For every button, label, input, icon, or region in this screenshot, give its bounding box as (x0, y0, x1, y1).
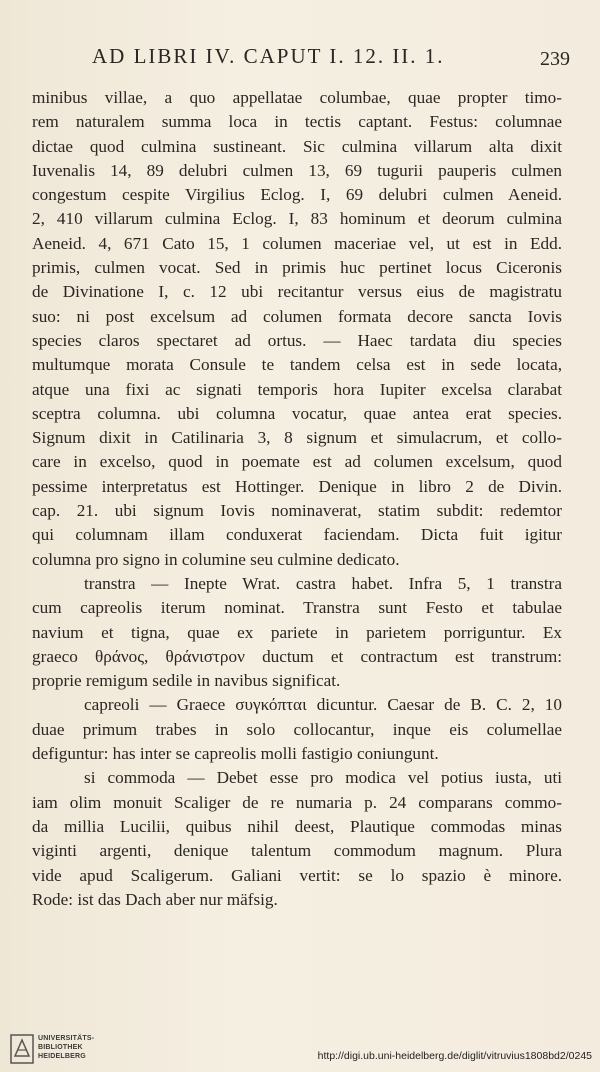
text-line: viginti argenti, denique talentum commodum magnum. Plura (32, 841, 562, 861)
page-footer (0, 1018, 600, 1072)
text-line: atque una fixi ac signati temporis hora Iupiter excelsa clarabat (32, 379, 562, 399)
text-line: dictae quod culmina sustineant. Sic culmina villarum alta dixit (32, 136, 562, 156)
text-line: Signum dixit in Catilinaria 3, 8 signum et simulacrum, et collo- (32, 428, 562, 448)
text-line: qui columnam illam conduxerat faciendam. Dicta fuit igitur (32, 525, 562, 545)
library-logo-text: UNIVERSITÄTS- BIBLIOTHEK HEIDELBERG (38, 1035, 95, 1060)
text-line: Iuvenalis 14, 89 delubri culmen 13, 69 tugurii pauperis culmen (32, 160, 562, 180)
text-line: de Divinatione I, c. 12 ubi recitantur versus eius de magistratu (32, 282, 562, 302)
text-line: transtra — Inepte Wrat. castra habet. Infra 5, 1 transtra (84, 573, 562, 593)
text-line: congestum cespite Virgilius Eclog. I, 69 delubri culmen Aeneid. (32, 185, 562, 205)
text-line: graeco θράνος, θράνιστρον ductum et contractum est transtrum: (32, 646, 562, 666)
text-line: care in excelso, quod in poemate est ad columen excelsum, quod (32, 452, 562, 472)
text-line: duae primum trabes in solo collocantur, inque eis columellae (32, 719, 562, 739)
text-line: species claros spectaret ad ortus. — Haec tardata diu species (32, 330, 562, 350)
text-line: 2, 410 villarum culmina Eclog. I, 83 hominum et deorum culmina (32, 209, 562, 229)
text-line: navium et tigna, quae ex pariete in parietem porriguntur. Ex (32, 622, 562, 642)
text-line: Aeneid. 4, 671 Cato 15, 1 columen maceriae vel, ut est in Edd. (32, 233, 562, 253)
text-line: suo: ni post excelsum ad columen formata decore sancta Iovis (32, 306, 562, 326)
text-line: defiguntur: has inter se capreolis molli fastigio coniungunt. (32, 744, 439, 764)
source-url-link[interactable]: http://digi.ub.uni-heidelberg.de/diglit/vitruvius1808bd2/0245 (317, 1050, 592, 1062)
text-line: sceptra columna. ubi columna vocatur, quae antea erat species. (32, 403, 562, 423)
library-logo (10, 1034, 95, 1066)
text-line: capreoli — Graece συγκόπται dicuntur. Caesar de B. C. 2, 10 (84, 695, 562, 715)
text-line: rem naturalem summa loca in tectis captant. Festus: columnae (32, 112, 562, 132)
text-line: cum capreolis iterum nominat. Transtra sunt Festo et tabulae (32, 598, 562, 618)
body-text (32, 86, 562, 912)
page-header (0, 38, 600, 78)
text-line: vide apud Scaligerum. Galiani vertit: se lo spazio è minore. (32, 865, 562, 885)
text-line: multumque morata Consule te tandem celsa est in sede locata, (32, 355, 562, 375)
page-number: 239 (540, 48, 570, 70)
text-line: Rode: ist das Dach aber nur mäfsig. (32, 889, 278, 909)
text-line: minibus villae, a quo appellatae columbae, quae propter timo- (32, 88, 562, 107)
text-line: primis, culmen vocat. Sed in primis huc pertinet locus Ciceronis (32, 258, 562, 278)
text-line: pessime interpretatus est Hottinger. Denique in libro 2 de Divin. (32, 476, 562, 496)
text-line: columna pro signo in columine seu culmine dedicato. (32, 549, 400, 569)
library-logo-icon (10, 1034, 34, 1064)
text-line: cap. 21. ubi signum Iovis nominaverat, statim subdit: redemtor (32, 501, 562, 521)
text-line: iam olim monuit Scaliger de re numaria p. 24 comparans commo- (32, 792, 562, 812)
text-line: da millia Lucilii, quibus nihil deest, Plautique commodas minas (32, 816, 562, 836)
text-line: si commoda — Debet esse pro modica vel potius iusta, uti (84, 768, 562, 788)
running-head: AD LIBRI IV. CAPUT I. 12. II. 1. (92, 44, 445, 68)
text-line: proprie remigum sedile in navibus significat. (32, 671, 341, 691)
